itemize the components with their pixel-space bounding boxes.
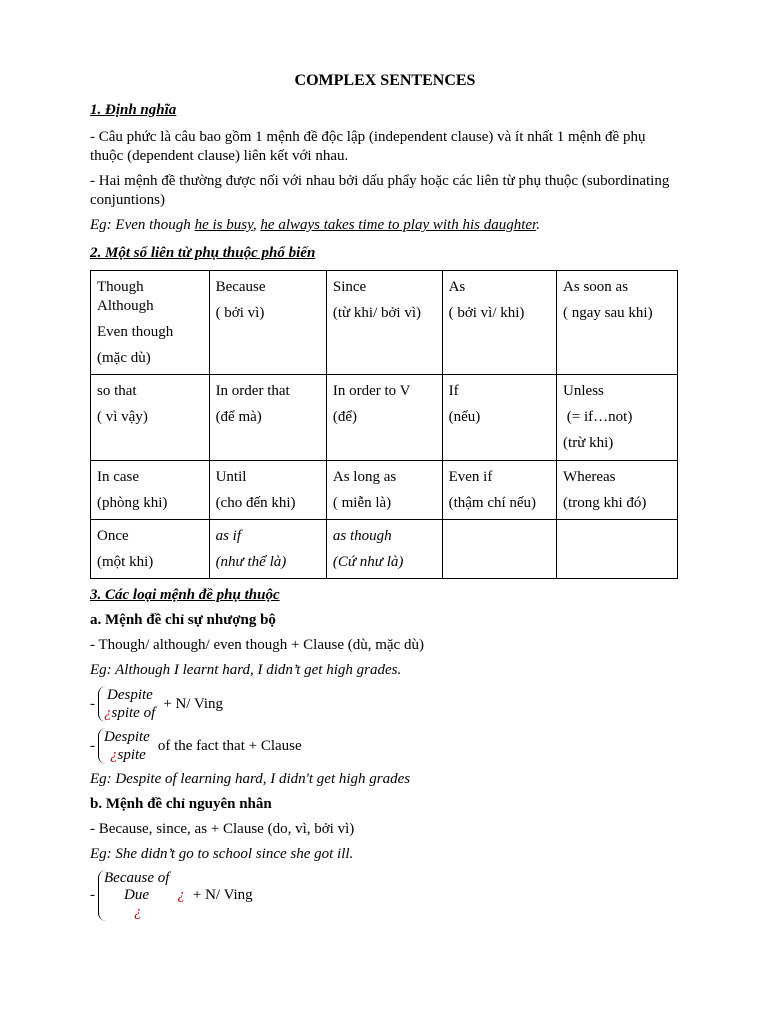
table-cell bbox=[326, 375, 442, 461]
despite-formula-1 bbox=[90, 686, 680, 722]
table-cell bbox=[91, 375, 210, 461]
cell-meaning: ( bởi vì/ khi) bbox=[448, 305, 525, 321]
table-row bbox=[91, 520, 678, 579]
example-clause-2: he always takes time to play with his daughter bbox=[260, 217, 537, 233]
brace-line-2 bbox=[104, 704, 155, 722]
cell-term: In case bbox=[97, 469, 140, 485]
cell-meaning: (để) bbox=[332, 409, 358, 425]
cell-term: Since bbox=[332, 279, 367, 295]
section-2-heading: 2. Một số liên từ phụ thuộc phổ biến bbox=[90, 245, 316, 261]
table-row bbox=[91, 461, 678, 520]
table-cell bbox=[557, 375, 678, 461]
formula-brace bbox=[98, 870, 169, 921]
subsection-b-rule: - Because, since, as + Clause (do, vì, bởi vì) bbox=[90, 821, 355, 837]
subsection-b-example: Eg: She didn’t go to school since she got ill. bbox=[90, 846, 354, 862]
subsection-a-example-1: Eg: Although I learnt hard, I didn’t get high grades. bbox=[90, 662, 402, 678]
cell-term: Whereas bbox=[563, 469, 616, 485]
cell-meaning: (thậm chí nếu) bbox=[448, 495, 537, 511]
formula-brace bbox=[98, 686, 155, 722]
cell-term: so that bbox=[97, 383, 137, 399]
example-comma: , bbox=[252, 217, 257, 233]
section-3-heading: 3. Các loại mệnh đề phụ thuộc bbox=[90, 587, 280, 603]
table-cell bbox=[326, 271, 442, 375]
cell-meaning: (cho đến khi) bbox=[215, 495, 296, 511]
document-page bbox=[90, 70, 680, 921]
cell-term: As bbox=[448, 279, 466, 295]
cell-formula: (= if…not) bbox=[563, 409, 633, 425]
definition-paragraph-1: - Câu phức là câu bao gồm 1 mệnh đề độc lập (independent clause) và ít nhất 1 mệnh đề phụ thuộc (dependent clause) liên kết với nhau. bbox=[90, 129, 646, 164]
subsection-a-example-2: Eg: Despite of learning hard, I didn't get high grades bbox=[90, 771, 411, 787]
cell-term: As long as bbox=[332, 469, 397, 485]
document-title: COMPLEX SENTENCES bbox=[294, 72, 476, 89]
cell-meaning: ( bởi vì) bbox=[215, 305, 265, 321]
table-cell bbox=[326, 520, 442, 579]
table-cell bbox=[91, 520, 210, 579]
formula-tail: of the fact that + Clause bbox=[157, 737, 302, 754]
conjunction-table bbox=[90, 270, 678, 579]
brace-line-2: Due bbox=[124, 887, 149, 903]
because-formula bbox=[90, 870, 680, 921]
table-cell bbox=[209, 375, 326, 461]
cell-term: as though bbox=[332, 528, 392, 544]
cell-meaning: ( ngay sau khi) bbox=[563, 305, 653, 321]
cell-term: as if bbox=[215, 528, 241, 544]
table-cell bbox=[557, 461, 678, 520]
brace-line-2-text: spite bbox=[117, 747, 146, 763]
unknown-glyph: ¿ bbox=[177, 887, 185, 903]
table-cell bbox=[91, 461, 210, 520]
brace-line-2-text: spite of bbox=[111, 705, 156, 721]
table-cell bbox=[209, 461, 326, 520]
cell-meaning: ( miễn là) bbox=[332, 495, 392, 511]
cell-meaning: (trừ khi) bbox=[563, 435, 614, 451]
unknown-glyph: ¿ bbox=[104, 705, 112, 721]
cell-meaning: ( vì vậy) bbox=[97, 409, 148, 425]
cell-meaning: (nếu) bbox=[448, 409, 481, 425]
table-cell-empty bbox=[557, 520, 678, 579]
cell-meaning: (phòng khi) bbox=[97, 495, 168, 511]
cell-term-2: Even though bbox=[97, 324, 174, 340]
table-cell-empty bbox=[442, 520, 556, 579]
subsection-a-rule: - Though/ although/ even though + Clause (dù, mặc dù) bbox=[90, 637, 424, 653]
cell-meaning: (một khi) bbox=[97, 554, 154, 570]
definition-paragraph-2: - Hai mệnh đề thường được nối với nhau bởi dấu phẩy hoặc các liên từ phụ thuộc (subordinating conjuntions) bbox=[90, 173, 670, 208]
subsection-b-title: b. Mệnh đề chỉ nguyên nhân bbox=[90, 796, 272, 812]
example-clause-1: he is busy bbox=[194, 217, 253, 233]
unknown-glyph: ¿ bbox=[110, 747, 118, 763]
cell-meaning: (để mà) bbox=[215, 409, 262, 425]
table-cell bbox=[91, 271, 210, 375]
formula-tail: + N/ Ving bbox=[163, 695, 224, 712]
table-cell bbox=[209, 520, 326, 579]
formula-brace bbox=[98, 728, 150, 764]
cell-term: If bbox=[448, 383, 459, 399]
cell-term: As soon as bbox=[563, 279, 629, 295]
table-cell bbox=[442, 271, 556, 375]
cell-term: Though Although bbox=[97, 279, 154, 314]
brace-line-1: Because of bbox=[104, 870, 170, 886]
cell-meaning: (mặc dù) bbox=[97, 350, 151, 366]
cell-term: In order that bbox=[215, 383, 290, 399]
brace-line-1: Despite bbox=[104, 729, 150, 745]
subsection-a-title: a. Mệnh đề chỉ sự nhượng bộ bbox=[90, 612, 276, 628]
example-end: . bbox=[536, 217, 540, 233]
table-cell bbox=[442, 375, 556, 461]
table-row bbox=[91, 271, 678, 375]
definition-example bbox=[90, 216, 680, 235]
despite-formula-2 bbox=[90, 728, 680, 764]
cell-term: Once bbox=[97, 528, 129, 544]
table-row bbox=[91, 375, 678, 461]
formula-dash: - bbox=[90, 737, 95, 754]
cell-term: In order to V bbox=[332, 383, 411, 399]
table-cell bbox=[557, 271, 678, 375]
cell-term: Even if bbox=[448, 469, 493, 485]
brace-line-1: Despite bbox=[107, 687, 153, 703]
cell-meaning: (Cứ như là) bbox=[332, 554, 404, 570]
cell-meaning: (như thể là) bbox=[215, 554, 287, 570]
cell-meaning: (trong khi đó) bbox=[563, 495, 647, 511]
formula-dash: - bbox=[90, 695, 95, 712]
cell-meaning: (từ khi/ bởi vì) bbox=[332, 305, 421, 321]
table-cell bbox=[209, 271, 326, 375]
example-prefix: Eg: Even though bbox=[90, 217, 191, 233]
formula-dash: - bbox=[90, 887, 95, 903]
section-1-heading: 1. Định nghĩa bbox=[90, 102, 177, 118]
cell-term: Until bbox=[215, 469, 247, 485]
cell-term: Unless bbox=[563, 383, 604, 399]
unknown-glyph: ¿ bbox=[134, 904, 142, 920]
cell-term: Because bbox=[215, 279, 266, 295]
table-cell bbox=[442, 461, 556, 520]
brace-line-2 bbox=[104, 746, 150, 764]
table-cell bbox=[326, 461, 442, 520]
formula-tail: + N/ Ving bbox=[192, 887, 253, 903]
